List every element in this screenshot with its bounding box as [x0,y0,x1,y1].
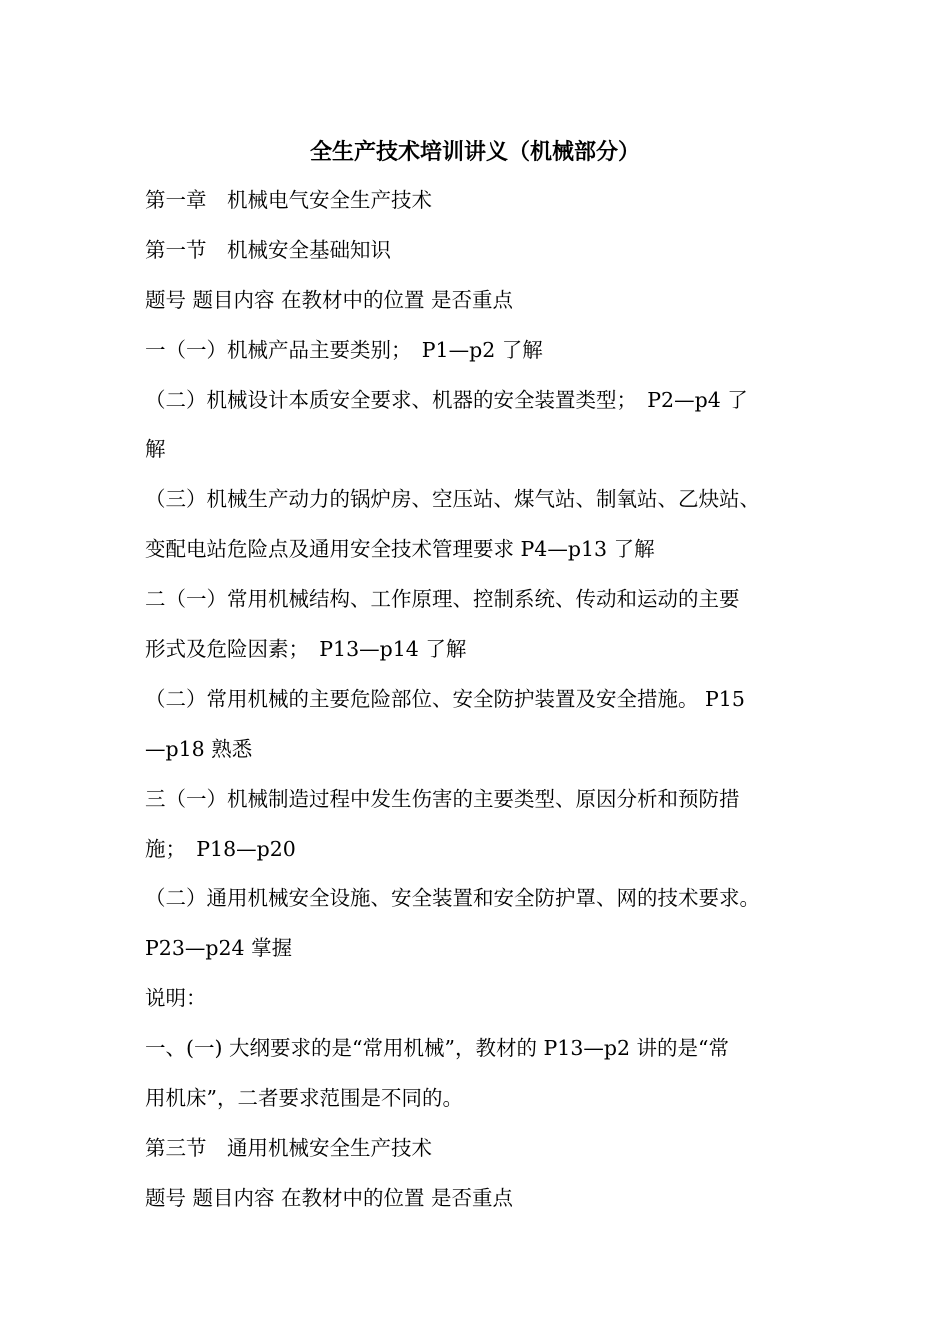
text-line: 一、(一) 大纲要求的是“常用机械”，教材的 P13—p2 讲的是“常 [145,1036,730,1061]
text-line: 解 [145,437,166,462]
text-line: （二）常用机械的主要危险部位、安全防护装置及安全措施。 P15 [145,686,745,711]
text-line: 三（一）机械制造过程中发生伤害的主要类型、原因分析和预防措 [145,786,740,811]
text-line: —p18 熟悉 [145,736,253,761]
text-line: 一（一）机械产品主要类别； P1—p2 了解 [145,337,543,362]
text-line: 形式及危险因素； P13—p14 了解 [145,637,467,662]
text-line: 用机床”，二者要求范围是不同的。 [145,1086,463,1111]
text-line: 说明： [145,986,207,1011]
text-line: 题号 题目内容 在教材中的位置 是否重点 [145,1185,514,1210]
text-line: （三）机械生产动力的锅炉房、空压站、煤气站、制氧站、乙炔站、 [145,487,760,512]
text-line: 第三节 通用机械安全生产技术 [145,1135,432,1160]
text-line: 第一节 机械安全基础知识 [145,237,391,262]
text-line: 第一章 机械电气安全生产技术 [145,188,432,212]
text-line: 变配电站危险点及通用安全技术管理要求 P4—p13 了解 [145,537,655,562]
text-line: （二）机械设计本质安全要求、机器的安全装置类型； P2—p4 了 [145,387,748,412]
text-line: P23—p24 掌握 [145,936,293,961]
text-line: 施； P18—p20 [145,836,296,861]
text-line: （二）通用机械安全设施、安全装置和安全防护罩、网的技术要求。 [145,886,760,911]
document-title: 全生产技术培训讲义（机械部分） [309,139,640,165]
text-line: 二（一）常用机械结构、工作原理、控制系统、传动和运动的主要 [145,587,740,612]
text-line: 题号 题目内容 在教材中的位置 是否重点 [145,287,514,312]
document-body [145,182,830,1230]
